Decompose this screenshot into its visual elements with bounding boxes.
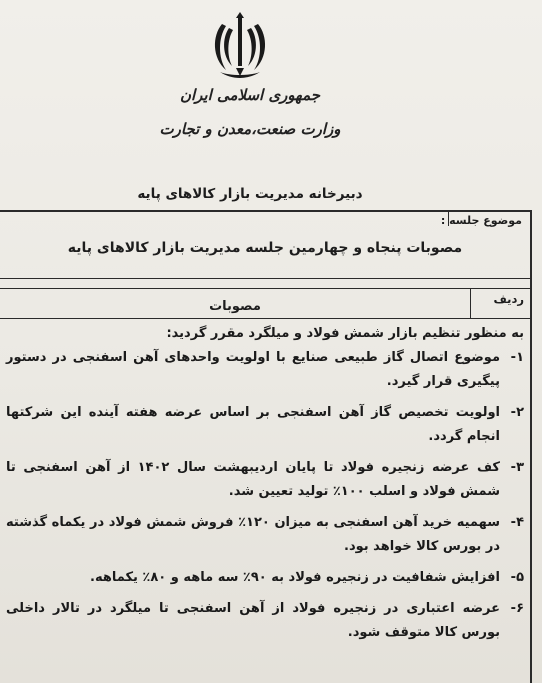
- list-item: [6, 456, 524, 504]
- item-text: افزایش شفافیت در زنجیره فولاد به ۹۰٪ سه ماهه و ۸۰٪ یکماهه.: [90, 570, 500, 585]
- meeting-subject: مصوبات پنجاه و چهارمین جلسه مدیریت بازار کالاهای پایه: [67, 240, 463, 256]
- list-item: [6, 597, 524, 645]
- item-number: ۶-: [510, 601, 524, 616]
- table-rule: [0, 318, 530, 319]
- item-text: عرضه اعتباری در زنجیره فولاد از آهن اسفنجی تا میلگرد در تالار داخلی بورس کالا متوقف شود.: [6, 601, 500, 640]
- item-text: موضوع اتصال گاز طبیعی صنایع با اولویت واحدهای آهن اسفنجی در دستور پیگیری قرار گیرد.: [6, 350, 500, 389]
- item-text: سهمیه خرید آهن اسفنجی به میزان ۱۲۰٪ فروش شمش فولاد در یکماه گذشته در بورس کالا خواهد بود.: [6, 515, 500, 554]
- table-rule: [0, 288, 530, 289]
- column-header-resolutions: مصوبات: [209, 299, 261, 314]
- resolutions-intro: به منظور تنظیم بازار شمش فولاد و میلگرد مقرر گردید:: [166, 326, 524, 341]
- column-header-row-number: ردیف: [493, 292, 524, 306]
- header-country: جمهوری اسلامی ایران: [179, 86, 321, 104]
- list-item: [6, 401, 524, 449]
- item-number: ۴-: [510, 515, 524, 530]
- item-number: ۳-: [510, 460, 524, 475]
- iran-emblem-icon: [208, 10, 272, 82]
- list-item: [6, 566, 524, 590]
- subject-label: موضوع جلسه :: [440, 214, 522, 227]
- minutes-table: [0, 210, 532, 683]
- item-number: ۵-: [510, 570, 524, 585]
- resolutions-body: [6, 322, 524, 652]
- item-number: ۱-: [510, 350, 524, 365]
- table-rule: [0, 278, 530, 279]
- item-number: ۲-: [510, 405, 524, 420]
- list-item: [6, 346, 524, 394]
- item-text: اولویت تخصیص گاز آهن اسفنجی بر اساس عرضه هفته آینده این شرکتها انجام گردد.: [6, 405, 500, 444]
- table-rule: [470, 288, 471, 318]
- item-text: کف عرضه زنجیره فولاد تا پایان اردیبهشت سال ۱۴۰۲ از آهن اسفنجی تا شمش فولاد و اسلب ۱۰۰٪ تولید تعیین شد.: [6, 460, 500, 499]
- list-item: [6, 511, 524, 559]
- header-ministry: وزارت صنعت،معدن و تجارت: [159, 120, 341, 138]
- office-title: دبیرخانه مدیریت بازار کالاهای پایه: [137, 186, 363, 202]
